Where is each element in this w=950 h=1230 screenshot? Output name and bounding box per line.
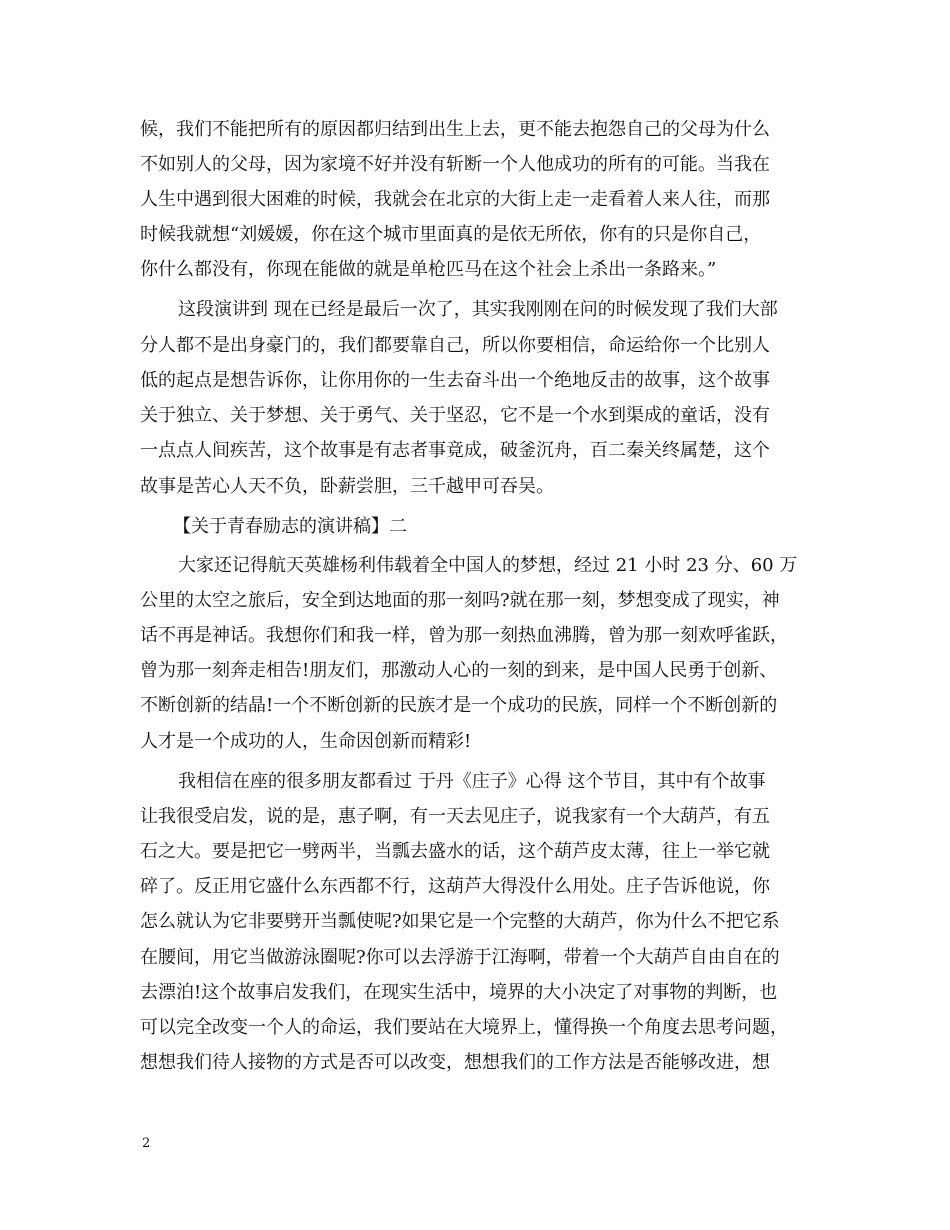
- text-line: 人才是一个成功的人，生命因创新而精彩!: [140, 731, 472, 752]
- text-line: 不如别人的父母，因为家境不好并没有斩断一个人他成功的所有的可能。当我在: [140, 154, 770, 175]
- text-line: 关于独立、关于梦想、关于勇气、关于坚忍，它不是一个水到渠成的童话，没有: [140, 405, 770, 426]
- text-line: 可以完全改变一个人的命运，我们要站在大境界上，懂得换一个角度去思考问题，: [140, 1017, 788, 1038]
- text-line: 想想我们待人接物的方式是否可以改变，想想我们的工作方法是否能够改进，想: [140, 1052, 770, 1073]
- text-line: 你什么都没有，你现在能做的就是单枪匹马在这个社会上杀出一条路来。”: [140, 259, 717, 280]
- text-line: 在腰间，用它当做游泳圈呢?你可以去浮游于江海啊，带着一个大葫芦自由自在的: [140, 947, 780, 968]
- text-line: 公里的太空之旅后，安全到达地面的那一刻吗?就在那一刻，梦想变成了现实，神: [140, 590, 780, 611]
- text-line: 时候我就想“刘媛媛，你在这个城市里面真的是依无所依，你有的只是你自己，: [140, 224, 762, 245]
- text-line: 怎么就认为它非要劈开当瓢使呢?如果它是一个完整的大葫芦，你为什么不把它系: [140, 911, 780, 932]
- text-line: 碎了。反正用它盛什么东西都不行，这葫芦大得没什么用处。庄子告诉他说，你: [140, 876, 770, 897]
- text-line: 候，我们不能把所有的原因都归结到出生上去，更不能去抱怨自己的父母为什么: [140, 119, 770, 140]
- text-line: 话不再是神话。我想你们和我一样，曾为那一刻热血沸腾，曾为那一刻欢呼雀跃，: [140, 625, 788, 646]
- page-number: 2: [142, 1136, 151, 1151]
- text-line: 去漂泊!这个故事启发我们，在现实生活中，境界的大小决定了对事物的判断，也: [140, 982, 778, 1003]
- paragraph-first-line: 我相信在座的很多朋友都看过 于丹《庄子》心得 这个节目，其中有个故事: [178, 771, 766, 792]
- text-line: 石之大。要是把它一劈两半，当瓢去盛水的话，这个葫芦皮太薄，往上一举它就: [140, 841, 770, 862]
- text-line: 低的起点是想告诉你，让你用你的一生去奋斗出一个绝地反击的故事，这个故事: [140, 370, 770, 391]
- paragraph-first-line: 大家还记得航天英雄杨利伟载着全中国人的梦想，经过 21 小时 23 分、60 万: [178, 555, 798, 576]
- text-line: 人生中遇到很大困难的时候，我就会在北京的大街上走一走看着人来人往，而那: [140, 189, 770, 210]
- text-line: 曾为那一刻奔走相告!朋友们，那激动人心的一刻的到来，是中国人民勇于创新、: [140, 660, 778, 681]
- text-line: 故事是苦心人天不负，卧薪尝胆，三千越甲可吞吴。: [140, 476, 554, 497]
- text-line: 不断创新的结晶!一个不断创新的民族才是一个成功的民族，同样一个不断创新的: [140, 695, 778, 716]
- text-line: 一点点人间疾苦，这个故事是有志者事竟成，破釜沉舟，百二秦关终属楚，这个: [140, 440, 770, 461]
- text-line: 让我很受启发，说的是，惠子啊，有一天去见庄子，说我家有一个大葫芦，有五: [140, 806, 770, 827]
- text-line: 分人都不是出身豪门的，我们都要靠自己，所以你要相信，命运给你一个比别人: [140, 335, 770, 356]
- paragraph-first-line: 这段演讲到 现在已经是最后一次了，其实我刚刚在问的时候发现了我们大部: [178, 299, 778, 320]
- section-heading: 【关于青春励志的演讲稿】二: [173, 516, 407, 537]
